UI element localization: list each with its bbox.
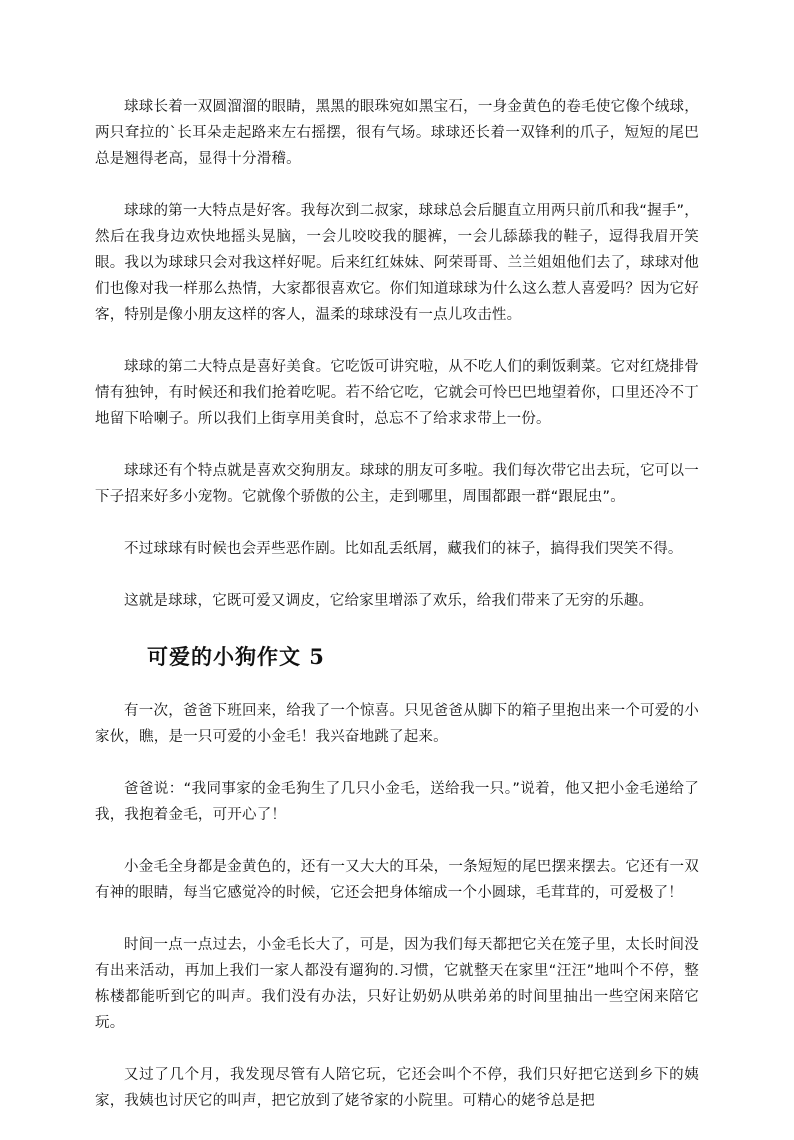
paragraph: 球球还有个特点就是喜欢交狗朋友。球球的朋友可多啦。我们每次带它出去玩，它可以一下子招来好多小宠物。它就像个骄傲的公主，走到哪里，周围都跟一群“跟屁虫”。 [95, 463, 699, 505]
document-page [95, 94, 699, 1140]
paragraph: 球球长着一双圆溜溜的眼睛，黑黑的眼珠宛如黑宝石，一身金黄色的卷毛使它像个绒球，两只耷拉的`长耳朵走起路来左右摇摆，很有气场。球球还长着一双锋利的爪子，短短的尾巴总是翘得老高，显得十分滑稽。 [95, 99, 699, 167]
paragraph: 小金毛全身都是金黄色的，还有一又大大的耳朵，一条短短的尾巴摆来摆去。它还有一双有神的眼睛，每当它感觉冷的时候，它还会把身体缩成一个小圆球，毛茸茸的，可爱极了！ [95, 859, 699, 901]
section-heading: 可爱的小狗作文 5 [147, 644, 325, 669]
paragraph: 球球的第二大特点是喜好美食。它吃饭可讲究啦，从不吃人们的剩饭剩菜。它对红烧排骨情有独钟，有时候还和我们抢着吃呢。若不给它吃，它就会可怜巴巴地望着你，口里还冷不丁地留下哈喇子。所以我们上街享用美食时，总忘不了给求求带上一份。 [95, 359, 699, 427]
paragraph: 有一次，爸爸下班回来，给我了一个惊喜。只见爸爸从脚下的箱子里抱出来一个可爱的小家伙，瞧，是一只可爱的小金毛！我兴奋地跳了起来。 [95, 703, 699, 745]
paragraph: 时间一点一点过去，小金毛长大了，可是，因为我们每天都把它关在笼子里，太长时间没有出来活动，再加上我们一家人都没有遛狗的.习惯，它就整天在家里“汪汪”地叫个不停，整栋楼都能听到它的叫声。我们没有办法，只好让奶奶从哄弟弟的时间里抽出一些空闲来陪它玩。 [95, 937, 699, 1031]
paragraph: 不过球球有时候也会弄些恶作剧。比如乱丢纸屑，藏我们的袜子，搞得我们哭笑不得。 [124, 541, 683, 557]
paragraph: 爸爸说：“我同事家的金毛狗生了几只小金毛，送给我一只。”说着，他又把小金毛递给了我，我抱着金毛，可开心了！ [95, 781, 699, 823]
paragraph: 球球的第一大特点是好客。我每次到二叔家，球球总会后腿直立用两只前爪和我“握手”，然后在我身边欢快地摇头晃脑，一会儿咬咬我的腿裤，一会儿舔舔我的鞋子，逗得我眉开笑眼。我以为球球只会对我这样好呢。后来红红妹妹、阿荣哥哥、兰兰姐姐他们去了，球球对他们也像对我一样那么热情，大家都很喜欢它。你们知道球球为什么这么惹人喜爱吗？因为它好客，特别是像小朋友这样的客人，温柔的球球没有一点儿攻击性。 [95, 203, 699, 323]
paragraph: 这就是球球，它既可爱又调皮，它给家里增添了欢乐，给我们带来了无穷的乐趣。 [124, 593, 654, 609]
paragraph: 又过了几个月，我发现尽管有人陪它玩，它还会叫个不停，我们只好把它送到乡下的姨家，我姨也讨厌它的叫声，把它放到了姥爷家的小院里。可精心的姥爷总是把 [95, 1067, 699, 1109]
